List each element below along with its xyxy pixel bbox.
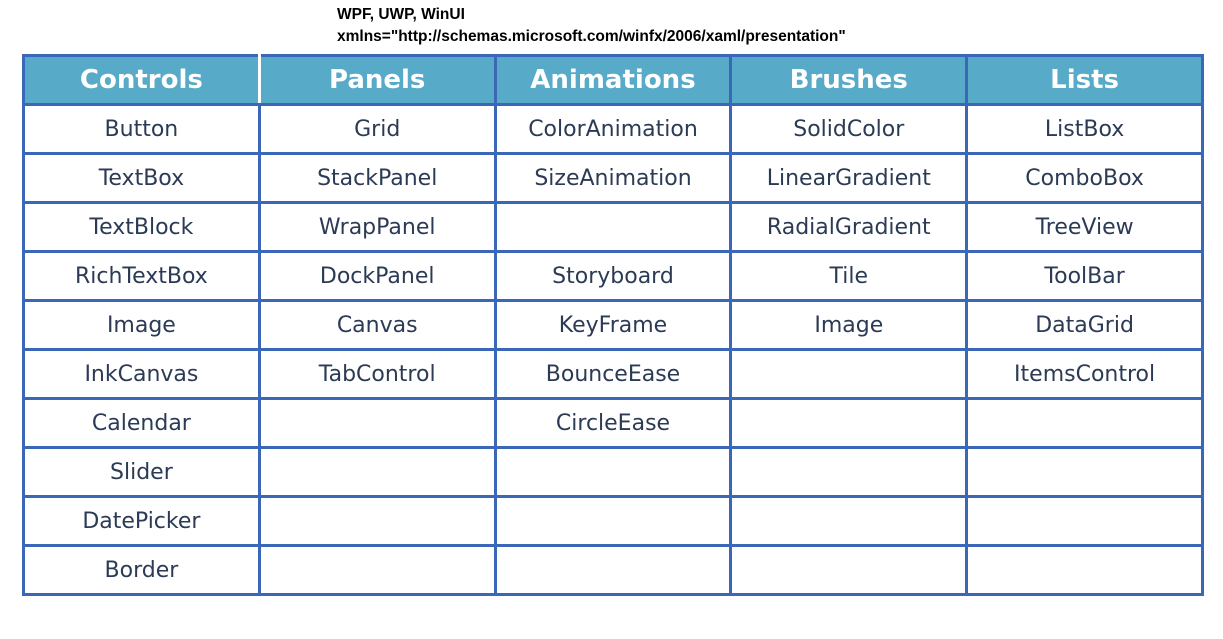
table-cell <box>495 546 731 595</box>
table-cell <box>495 203 731 252</box>
table-cell: SizeAnimation <box>495 154 731 203</box>
table-cell: ColorAnimation <box>495 105 731 154</box>
column-header-controls: Controls <box>24 56 260 105</box>
table-cell <box>259 497 495 546</box>
table-cell: Border <box>24 546 260 595</box>
table-cell: TextBlock <box>24 203 260 252</box>
table-cell: ListBox <box>967 105 1203 154</box>
table-cell <box>495 448 731 497</box>
table-cell: StackPanel <box>259 154 495 203</box>
xaml-elements-table <box>22 54 1204 596</box>
table-cell: RadialGradient <box>731 203 967 252</box>
table-cell: WrapPanel <box>259 203 495 252</box>
table-cell <box>259 399 495 448</box>
table-cell <box>731 399 967 448</box>
table-cell: TreeView <box>967 203 1203 252</box>
table-cell: DockPanel <box>259 252 495 301</box>
table-cell <box>967 399 1203 448</box>
table-cell: DatePicker <box>24 497 260 546</box>
table-cell <box>495 497 731 546</box>
table-row <box>24 399 1203 448</box>
table-row <box>24 154 1203 203</box>
table-cell: KeyFrame <box>495 301 731 350</box>
table-cell: Canvas <box>259 301 495 350</box>
header-row <box>24 56 1203 105</box>
column-header-animations: Animations <box>495 56 731 105</box>
table-cell: ComboBox <box>967 154 1203 203</box>
table-row <box>24 203 1203 252</box>
table-row <box>24 497 1203 546</box>
table-cell: Image <box>24 301 260 350</box>
table-cell: RichTextBox <box>24 252 260 301</box>
table-cell <box>967 546 1203 595</box>
table-cell <box>731 448 967 497</box>
table-cell <box>259 546 495 595</box>
table-cell: TextBox <box>24 154 260 203</box>
column-header-brushes: Brushes <box>731 56 967 105</box>
table-cell <box>967 497 1203 546</box>
table-cell: Tile <box>731 252 967 301</box>
table-body <box>24 105 1203 595</box>
table-cell: DataGrid <box>967 301 1203 350</box>
table-cell: Calendar <box>24 399 260 448</box>
table-cell: Storyboard <box>495 252 731 301</box>
table-row <box>24 252 1203 301</box>
table-cell: CircleEase <box>495 399 731 448</box>
table-cell: Grid <box>259 105 495 154</box>
table-cell: BounceEase <box>495 350 731 399</box>
table-cell: ToolBar <box>967 252 1203 301</box>
column-header-panels: Panels <box>259 56 495 105</box>
table-cell: TabControl <box>259 350 495 399</box>
table-row <box>24 105 1203 154</box>
table-row <box>24 350 1203 399</box>
table-row <box>24 301 1203 350</box>
table-cell <box>731 350 967 399</box>
caption-frameworks: WPF, UWP, WinUI <box>337 6 465 23</box>
table-row <box>24 448 1203 497</box>
caption <box>337 4 846 48</box>
table-cell: InkCanvas <box>24 350 260 399</box>
column-header-lists: Lists <box>967 56 1203 105</box>
table-cell: Button <box>24 105 260 154</box>
table-cell <box>731 546 967 595</box>
table-cell <box>967 448 1203 497</box>
table-cell <box>259 448 495 497</box>
caption-xmlns: xmlns="http://schemas.microsoft.com/winfx/2006/xaml/presentation" <box>337 28 846 45</box>
table-cell: LinearGradient <box>731 154 967 203</box>
table-cell: Image <box>731 301 967 350</box>
table-cell <box>731 497 967 546</box>
table-cell: ItemsControl <box>967 350 1203 399</box>
table-row <box>24 546 1203 595</box>
table-cell: SolidColor <box>731 105 967 154</box>
table-cell: Slider <box>24 448 260 497</box>
